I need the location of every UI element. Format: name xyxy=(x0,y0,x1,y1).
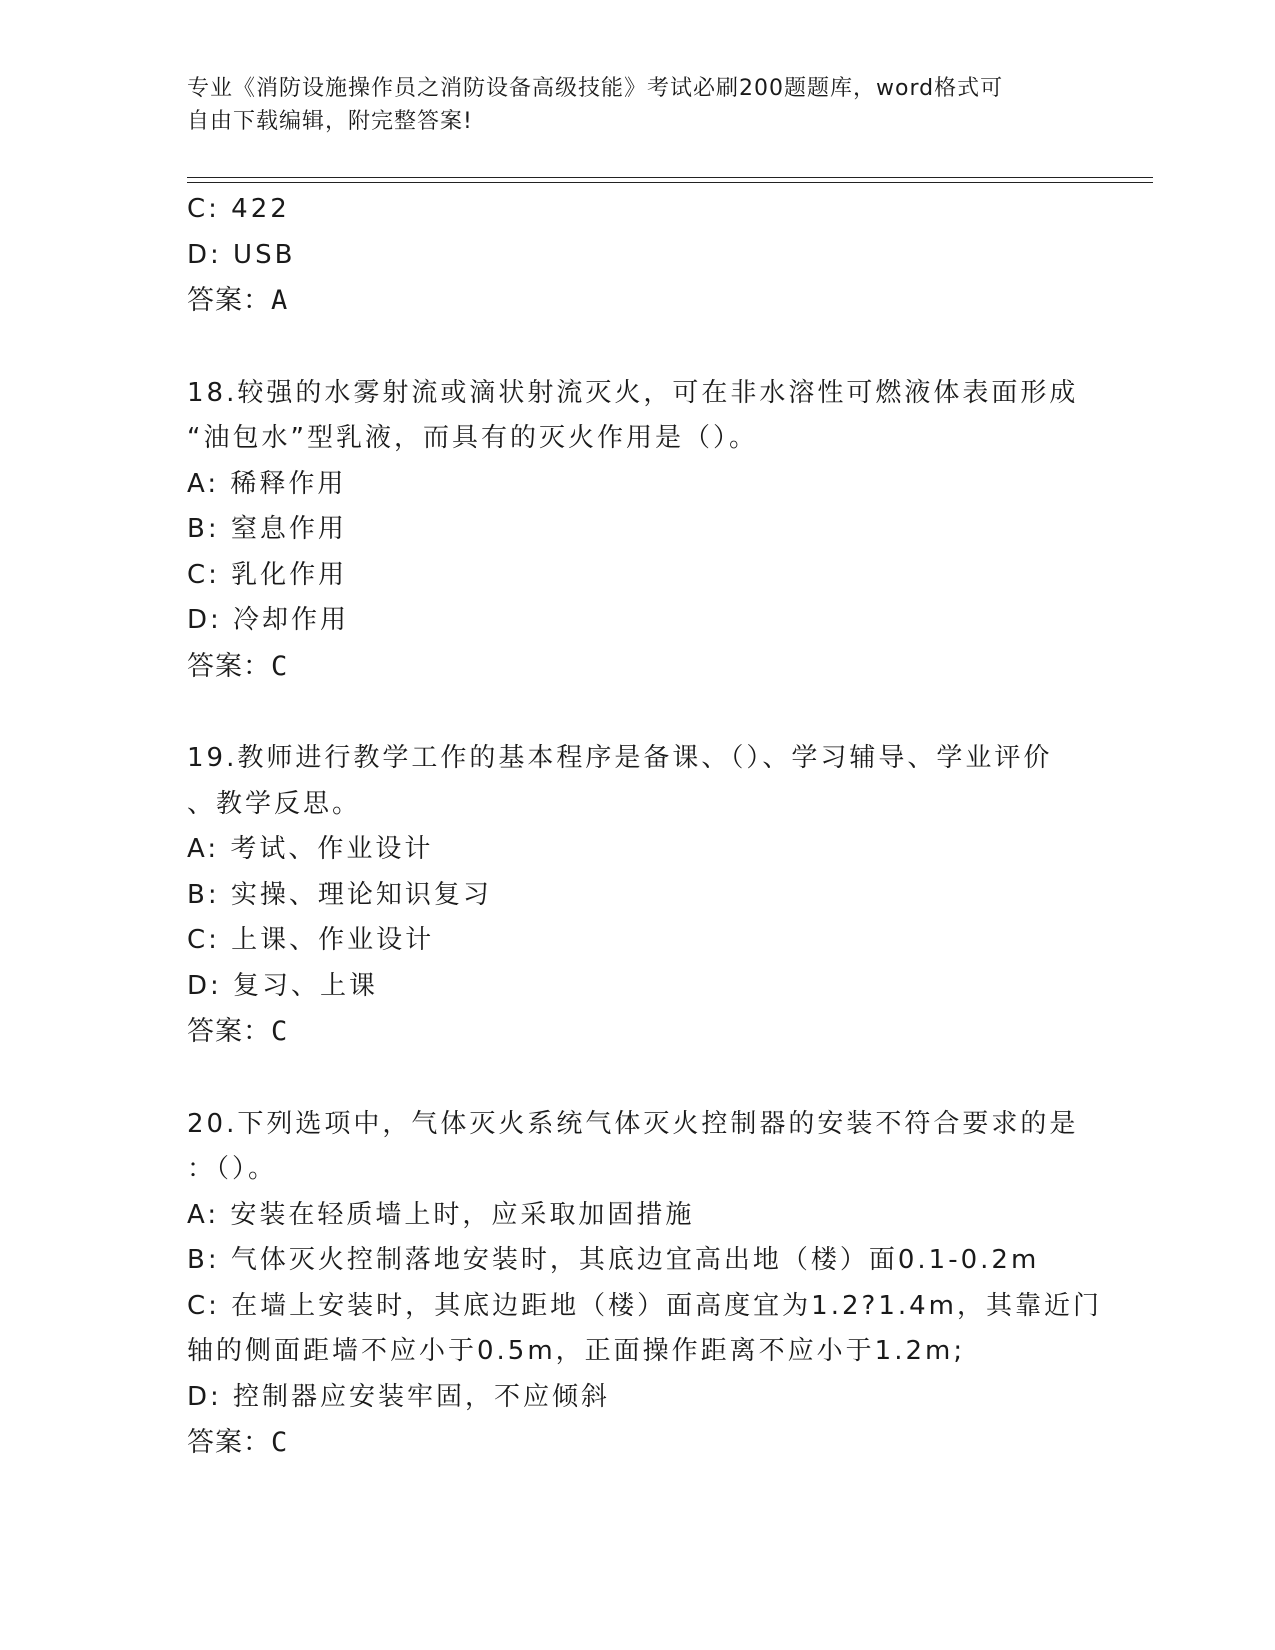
spacer xyxy=(187,1055,1087,1102)
question-19 xyxy=(187,736,1087,1055)
option-c: C: 乳化作用 xyxy=(187,559,348,590)
header-line-2: 自由下载编辑，附完整答案! xyxy=(187,109,473,134)
question-17-continuation xyxy=(187,187,1087,324)
option-a: A: 考试、作业设计 xyxy=(187,834,434,864)
option-b: B: 窒息作用 xyxy=(187,514,347,544)
option-b: B: 气体灭火控制落地安装时，其底边宜高出地（楼）面0.1-0.2m xyxy=(187,1245,1040,1275)
option-b: B: 实操、理论知识复习 xyxy=(187,879,492,910)
answer: 答案：C xyxy=(187,650,289,682)
option-a: A: 稀释作用 xyxy=(187,468,347,499)
option-a: A: 安装在轻质墙上时，应采取加固措施 xyxy=(187,1199,695,1230)
option-d: D: USB xyxy=(187,239,296,270)
document-header xyxy=(187,72,1087,138)
question-stem-continued: 、教学反思。 xyxy=(187,788,362,819)
header-divider-bottom xyxy=(187,182,1153,183)
spacer xyxy=(187,689,1087,736)
question-stem: 20.下列选项中，气体灭火系统气体灭火控制器的安装不符合要求的是 xyxy=(187,1108,1079,1139)
header-divider-top xyxy=(187,177,1153,178)
question-20 xyxy=(187,1102,1103,1466)
answer: 答案：A xyxy=(187,285,289,316)
question-stem-continued: ：（）。 xyxy=(187,1154,278,1184)
option-c: C: 上课、作业设计 xyxy=(187,925,435,955)
option-c: C: 在墙上安装时，其底边距地（楼）面高度宜为1.2?1.4m，其靠近门 xyxy=(187,1290,1103,1321)
option-d: D: 控制器应安装牢固，不应倾斜 xyxy=(187,1381,611,1412)
answer: 答案：C xyxy=(187,1016,289,1047)
spacer xyxy=(187,324,1087,371)
header-line-1: 专业《消防设施操作员之消防设备高级技能》考试必刷200题题库，word格式可 xyxy=(187,76,1004,101)
question-stem: 18.较强的水雾射流或滴状射流灭火，可在非水溶性可燃液体表面形成 xyxy=(187,377,1079,408)
option-d: D: 冷却作用 xyxy=(187,605,350,635)
question-stem-continued: “油包水”型乳液，而具有的灭火作用是（）。 xyxy=(187,423,758,453)
option-c-continued: 轴的侧面距墙不应小于0.5m，正面操作距离不应小于1.2m; xyxy=(187,1336,966,1366)
option-d: D: 复习、上课 xyxy=(187,970,379,1001)
question-18 xyxy=(187,371,1087,690)
question-content xyxy=(187,187,1103,1466)
option-c: C: 422 xyxy=(187,194,290,224)
answer: 答案：C xyxy=(187,1427,289,1458)
question-stem: 19.教师进行教学工作的基本程序是备课、（）、学习辅导、学业评价 xyxy=(187,743,1053,773)
